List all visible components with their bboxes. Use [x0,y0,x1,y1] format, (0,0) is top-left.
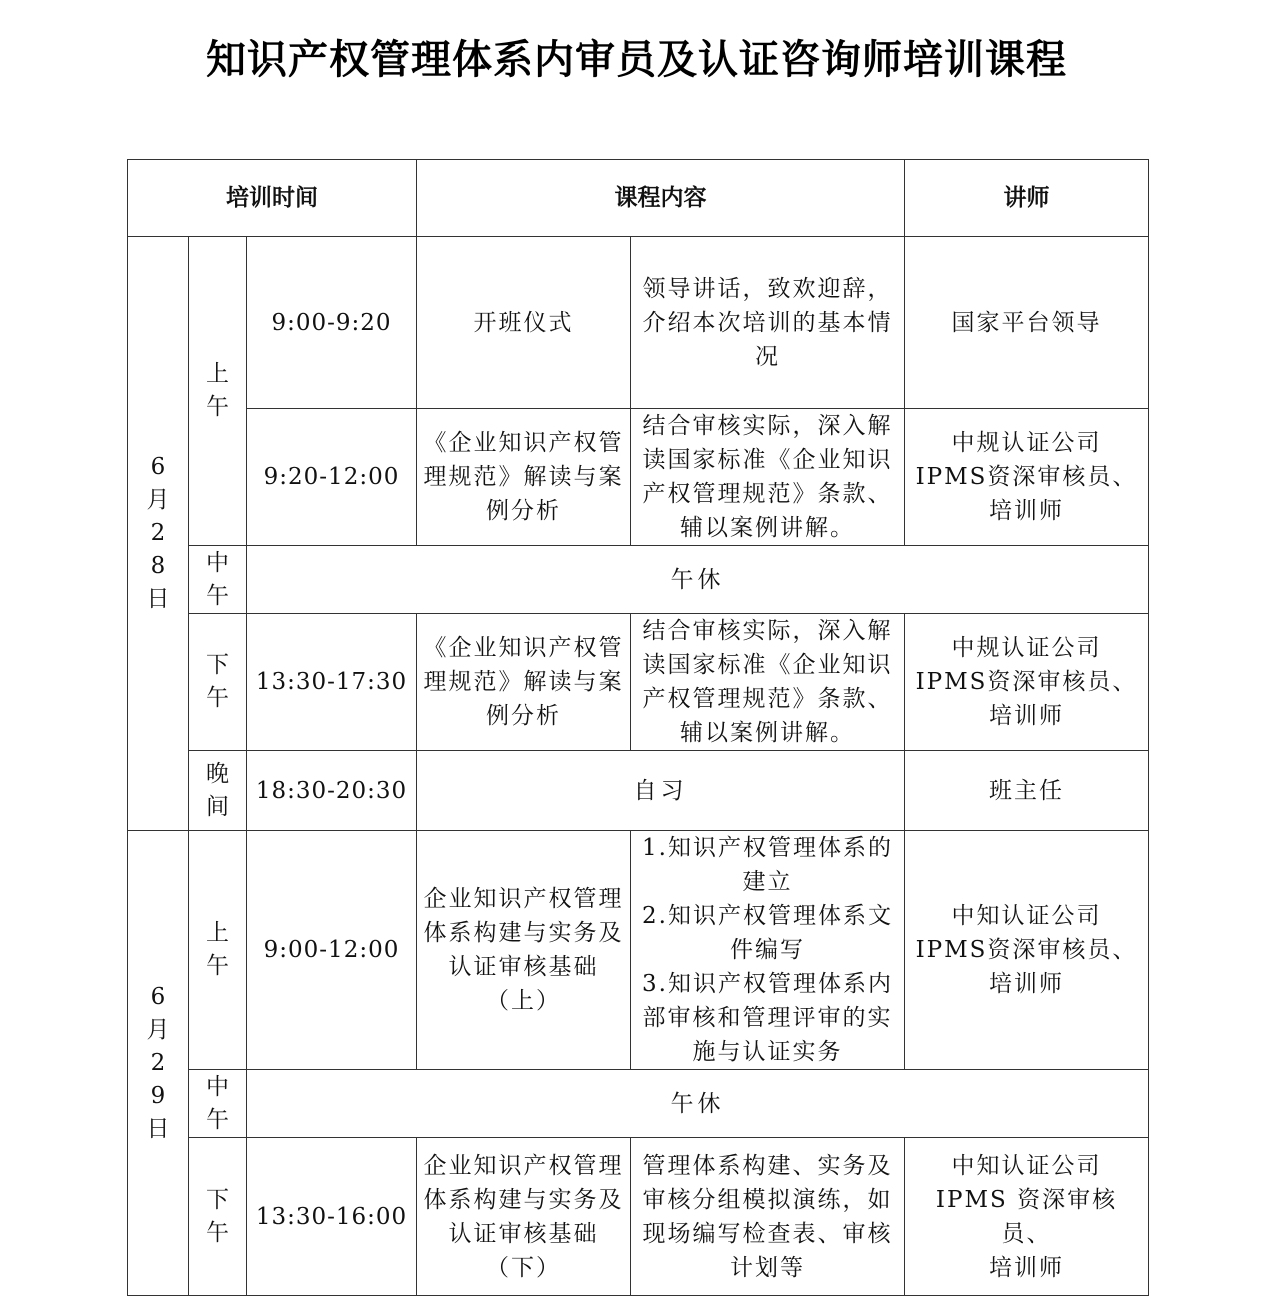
day1-s1-detail: 领导讲话，致欢迎辞，介绍本次培训的基本情况 [631,237,905,409]
day2-s2-time: 13:30-16:00 [247,1138,417,1296]
day1-date: 6月28日 [128,237,189,831]
page-title: 知识产权管理体系内审员及认证咨询师培训课程 [206,37,1067,83]
day2-s1-time: 9:00-12:00 [247,831,417,1070]
header-content: 课程内容 [417,160,905,237]
table-row [128,546,1149,614]
table-row [128,1138,1149,1296]
header-time: 培训时间 [128,160,417,237]
day1-morning-label: 上午 [189,237,247,546]
day1-s3-detail: 结合审核实际，深入解读国家标准《企业知识产权管理规范》条款、辅以案例讲解。 [631,614,905,751]
day1-s2-lecturer: 中规认证公司 IPMS资深审核员、 培训师 [905,409,1149,546]
day2-date: 6月29日 [128,831,189,1296]
day1-s1-course: 开班仪式 [417,237,631,409]
day1-evening-label: 晚间 [189,751,247,831]
day2-morning-label: 上午 [189,831,247,1070]
table-row [128,237,1149,409]
day2-s1-lecturer: 中知认证公司 IPMS资深审核员、 培训师 [905,831,1149,1070]
day1-s3-lecturer: 中规认证公司 IPMS资深审核员、 培训师 [905,614,1149,751]
day1-noon-label: 中午 [189,546,247,614]
day1-afternoon-label: 下午 [189,614,247,751]
day2-afternoon-label: 下午 [189,1138,247,1296]
day2-s1-course: 企业知识产权管理体系构建与实务及认证审核基础（上） [417,831,631,1070]
day1-s3-course: 《企业知识产权管理规范》解读与案例分析 [417,614,631,751]
table-row [128,831,1149,1070]
table-row [128,614,1149,751]
day2-s1-detail: 1.知识产权管理体系的建立 2.知识产权管理体系文件编写 3.知识产权管理体系内部审核和管理评审的实施与认证实务 [631,831,905,1070]
day2-s2-lecturer: 中知认证公司 IPMS 资深审核员、 培训师 [905,1138,1149,1296]
day2-s2-course: 企业知识产权管理体系构建与实务及认证审核基础（下） [417,1138,631,1296]
day2-s2-detail: 管理体系构建、实务及审核分组模拟演练，如现场编写检查表、审核计划等 [631,1138,905,1296]
day1-s4-course: 自习 [417,751,905,831]
table-row [128,409,1149,546]
day1-s2-detail: 结合审核实际，深入解读国家标准《企业知识产权管理规范》条款、辅以案例讲解。 [631,409,905,546]
day1-s1-time: 9:00-9:20 [247,237,417,409]
day2-noon-text: 午休 [247,1070,1149,1138]
table-row [128,1070,1149,1138]
schedule-table [127,159,1149,1296]
header-row [128,160,1149,237]
day1-s4-lecturer: 班主任 [905,751,1149,831]
day1-noon-text: 午休 [247,546,1149,614]
day1-s4-time: 18:30-20:30 [247,751,417,831]
header-lecturer: 讲师 [905,160,1149,237]
table-row [128,751,1149,831]
day1-s1-lecturer: 国家平台领导 [905,237,1149,409]
day1-s3-time: 13:30-17:30 [247,614,417,751]
day1-s2-course: 《企业知识产权管理规范》解读与案例分析 [417,409,631,546]
day1-s2-time: 9:20-12:00 [247,409,417,546]
day2-noon-label: 中午 [189,1070,247,1138]
